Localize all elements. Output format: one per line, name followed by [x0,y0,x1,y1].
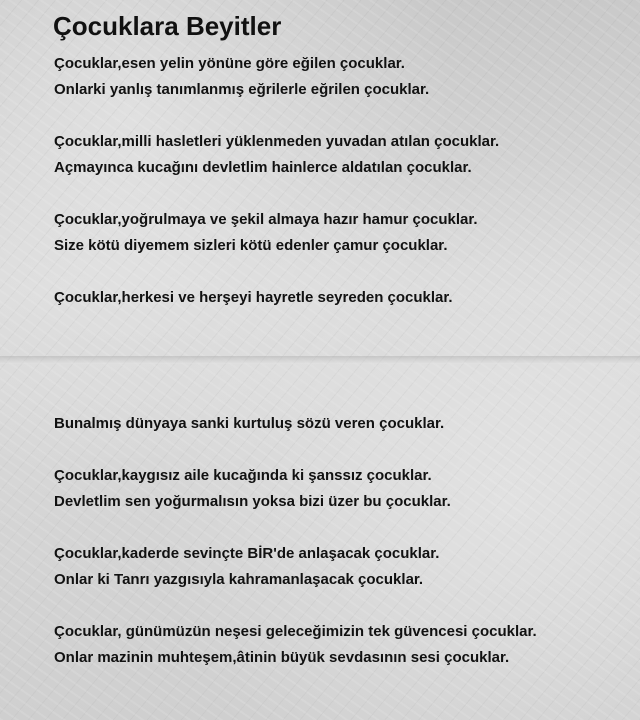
poem-line: Size kötü diyemem sizleri kötü edenler çamur çocuklar. [54,237,448,254]
poem-line: Açmayınca kucağını devletlim hainlerce aldatılan çocuklar. [54,159,472,176]
poem-line: Çocuklar,esen yelin yönüne göre eğilen çocuklar. [54,55,405,72]
page-title: Çocuklara Beyitler [53,11,282,41]
poem-line: Çocuklar,herkesi ve herşeyi hayretle seyreden çocuklar. [54,289,453,306]
panel-divider [0,356,640,364]
poem-line: Çocuklar, günümüzün neşesi geleceğimizin tek güvencesi çocuklar. [54,623,537,640]
poem-line: Onlar mazinin muhteşem,âtinin büyük sevdasının sesi çocuklar. [54,649,510,666]
poem-line: Onlar ki Tanrı yazgısıyla kahramanlaşacak çocuklar. [54,571,424,588]
poem-line: Çocuklar,yoğrulmaya ve şekil almaya hazır hamur çocuklar. [54,211,478,228]
poem-line: Devletlim sen yoğurmalısın yoksa bizi üzer bu çocuklar. [54,493,451,510]
poem-line: Çocuklar,kaderde sevinçte BİR'de anlaşacak çocuklar. [54,545,440,562]
poem-line: Bunalmış dünyaya sanki kurtuluş sözü veren çocuklar. [54,415,445,432]
poem-line: Çocuklar,kaygısız aile kucağında ki şanssız çocuklar. [54,467,432,484]
poem-line: Çocuklar,milli hasletleri yüklenmeden yuvadan atılan çocuklar. [54,133,500,150]
poem-line: Onlarki yanlış tanımlanmış eğrilerle eğrilen çocuklar. [54,81,430,98]
